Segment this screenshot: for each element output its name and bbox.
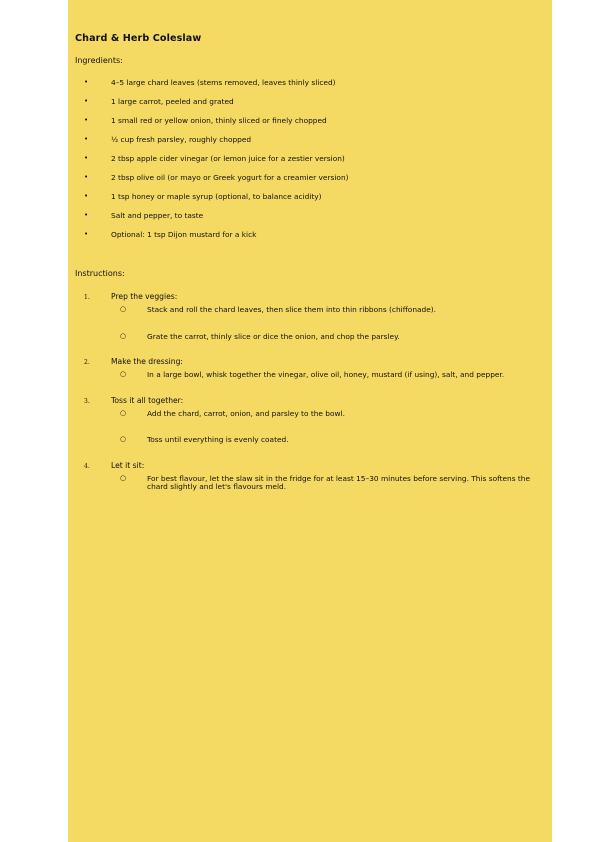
ingredient-item	[68, 192, 538, 211]
ingredient-item	[68, 78, 538, 97]
step-detail	[68, 333, 544, 341]
bullet-icon: •	[84, 173, 89, 181]
recipe-title: Chard & Herb Coleslaw	[75, 33, 202, 44]
instruction-step	[68, 292, 544, 340]
ingredients-heading: Ingredients:	[75, 56, 123, 65]
step-header	[68, 292, 544, 306]
step-detail-text: Add the chard, carrot, onion, and parsley to the bowl.	[147, 408, 345, 418]
step-header	[68, 461, 544, 475]
ingredient-item	[68, 211, 538, 230]
bullet-icon: •	[84, 78, 89, 86]
ingredient-text: 1 small red or yellow onion, thinly sliced or finely chopped	[111, 116, 327, 125]
ingredient-text: Optional: 1 tsp Dijon mustard for a kick	[111, 230, 257, 239]
bullet-icon: •	[84, 135, 89, 143]
ingredient-item	[68, 97, 538, 116]
instruction-step	[68, 461, 544, 490]
ingredient-item	[68, 230, 538, 249]
circle-bullet-icon: ○	[120, 305, 127, 313]
step-title: Let it sit:	[111, 460, 145, 470]
bullet-icon: •	[84, 192, 89, 200]
ingredient-text: 1 tsp honey or maple syrup (optional, to balance acidity)	[111, 192, 322, 201]
bullet-icon: •	[84, 230, 89, 238]
instructions-list	[68, 292, 544, 490]
step-title: Make the dressing:	[111, 357, 183, 367]
circle-bullet-icon: ○	[120, 435, 127, 444]
step-header	[68, 396, 544, 410]
step-detail	[68, 306, 544, 314]
circle-bullet-icon: ○	[120, 473, 127, 482]
instruction-step	[68, 357, 544, 379]
ingredient-item	[68, 173, 538, 192]
ingredient-text: Salt and pepper, to taste	[111, 211, 204, 220]
ingredient-text: ½ cup fresh parsley, roughly chopped	[111, 135, 252, 144]
step-details	[68, 475, 544, 490]
step-detail-text: For best flavour, let the slaw sit in the fridge for at least 15–30 minutes before serving. This softens the chard slightly and let's flavours meld.	[147, 473, 531, 491]
step-detail-text: Stack and roll the chard leaves, then slice them into thin ribbons (chiffonade).	[147, 305, 437, 314]
step-detail	[68, 410, 544, 418]
instruction-step	[68, 396, 544, 444]
step-detail-text: In a large bowl, whisk together the vinegar, olive oil, honey, mustard (if using), salt, and pepper.	[147, 370, 505, 380]
document-page	[68, 0, 552, 842]
step-number: 1.	[84, 294, 90, 301]
step-number: 3.	[84, 397, 90, 405]
step-details	[68, 410, 544, 444]
circle-bullet-icon: ○	[120, 370, 127, 379]
step-detail	[68, 436, 544, 444]
step-detail	[68, 475, 544, 490]
step-details	[68, 306, 544, 340]
ingredient-text: 2 tbsp apple cider vinegar (or lemon juice for a zestier version)	[111, 154, 345, 163]
step-title: Prep the veggies:	[111, 292, 178, 301]
ingredient-text: 1 large carrot, peeled and grated	[111, 97, 234, 106]
step-title: Toss it all together:	[111, 395, 184, 405]
bullet-icon: •	[84, 116, 89, 124]
ingredient-item	[68, 116, 538, 135]
step-detail-text: Grate the carrot, thinly slice or dice the onion, and chop the parsley.	[147, 331, 400, 341]
instructions-heading: Instructions:	[75, 269, 125, 278]
ingredients-list	[68, 78, 538, 249]
bullet-icon: •	[84, 154, 89, 162]
step-header	[68, 357, 544, 371]
ingredient-text: 4–5 large chard leaves (stems removed, leaves thinly sliced)	[111, 78, 336, 87]
step-detail	[68, 371, 544, 379]
step-detail-text: Toss until everything is evenly coated.	[147, 435, 289, 445]
ingredient-item	[68, 154, 538, 173]
ingredient-item	[68, 135, 538, 154]
step-number: 2.	[84, 359, 90, 367]
step-number: 4.	[84, 462, 90, 470]
step-details	[68, 371, 544, 379]
circle-bullet-icon: ○	[120, 331, 127, 340]
circle-bullet-icon: ○	[120, 408, 127, 417]
ingredient-text: 2 tbsp olive oil (or mayo or Greek yogurt for a creamier version)	[111, 173, 349, 182]
bullet-icon: •	[84, 97, 89, 105]
bullet-icon: •	[84, 211, 89, 219]
